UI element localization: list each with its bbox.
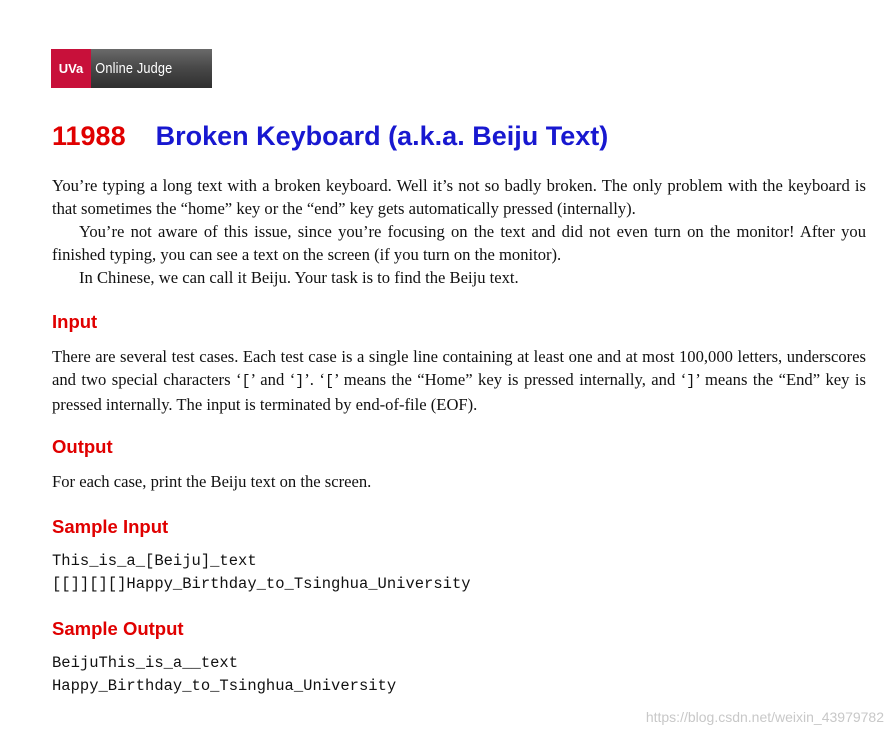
sample-input-line: This_is_a_[Beiju]_text	[52, 552, 257, 570]
sample-input-heading: Sample Input	[52, 516, 169, 537]
sample-output-heading: Sample Output	[52, 618, 184, 639]
input-paragraph: There are several test cases. Each test case is a single line containing at least one and at most 100,000 letters, underscores and two special characters ‘[’ and ‘]’. ‘[’ means the “Home” key is pressed internally, and ‘]’ means the “End” key is pressed internally. The input is terminated by end-of-file (EOF).	[52, 347, 867, 414]
problem-title	[52, 121, 608, 152]
description-p3: In Chinese, we can call it Beiju. Your task is to find the Beiju text.	[79, 268, 519, 287]
uva-logo	[51, 49, 212, 88]
sample-output-code	[52, 652, 396, 698]
input-heading: Input	[52, 311, 98, 332]
sample-output-line: BeijuThis_is_a__text	[52, 654, 239, 672]
description-p2: You’re not aware of this issue, since you’re focusing on the text and did not even turn on the monitor! After you finished typing, you can see a text on the screen (if you turn on the monitor).	[52, 222, 866, 264]
description-p1: You’re typing a long text with a broken keyboard. Well it’s not so badly broken. The only problem with the keyboard is that sometimes the “home” key or the “end” key gets automatically pressed (internally).	[52, 176, 866, 218]
watermark: https://blog.csdn.net/weixin_43979782	[645, 709, 884, 725]
output-heading: Output	[52, 436, 113, 457]
problem-name: Broken Keyboard (a.k.a. Beiju Text)	[155, 121, 609, 151]
problem-number: 11988	[52, 121, 126, 151]
logo-badge: UVa	[51, 49, 91, 88]
logo-text: Online Judge	[95, 60, 173, 77]
output-paragraph: For each case, print the Beiju text on the screen.	[52, 472, 372, 491]
sample-input-line: [[]][][]Happy_Birthday_to_Tsinghua_University	[52, 575, 471, 593]
sample-output-line: Happy_Birthday_to_Tsinghua_University	[52, 677, 397, 695]
sample-input-code	[52, 550, 471, 596]
